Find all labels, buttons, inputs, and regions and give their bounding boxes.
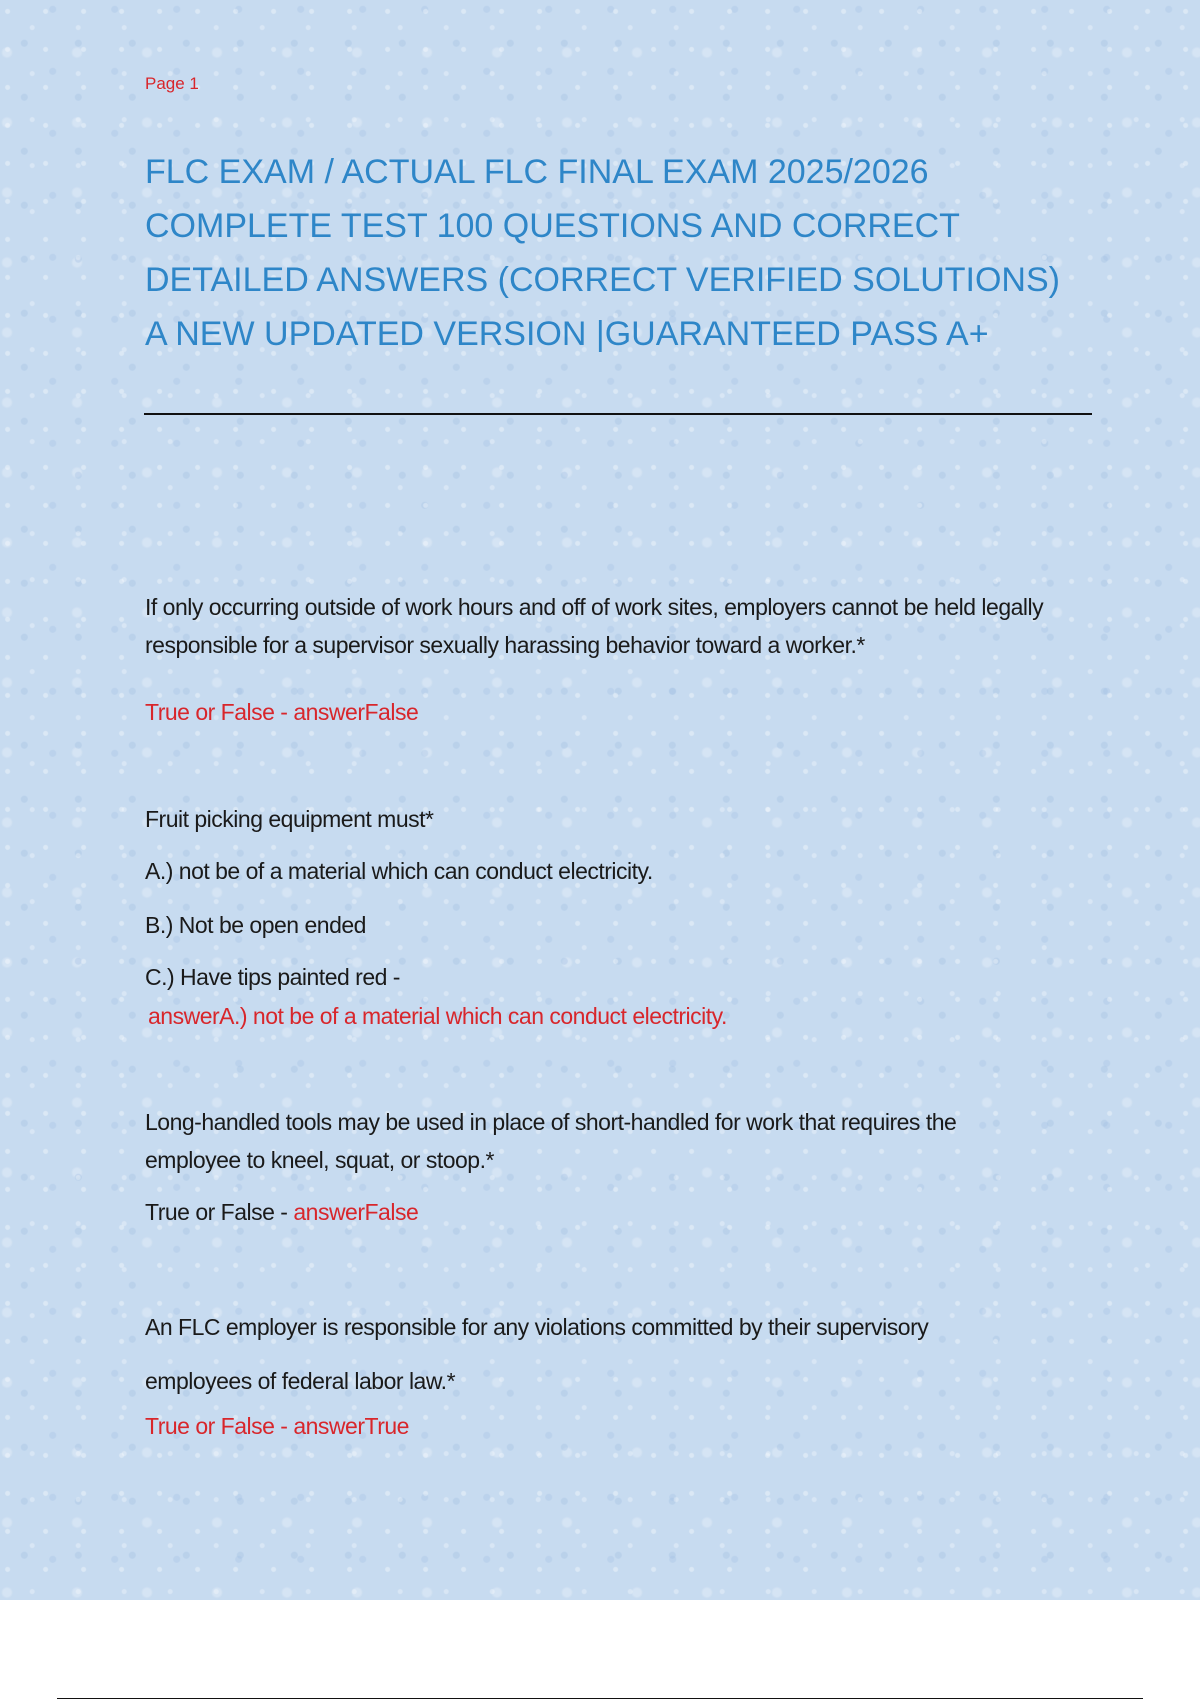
question-3-prompt: True or False - bbox=[145, 1199, 294, 1225]
question-2-option-a: A.) not be of a material which can conduct electricity. bbox=[145, 858, 653, 884]
title-underline bbox=[144, 413, 1092, 415]
question-3-answer: answerFalse bbox=[293, 1199, 419, 1225]
question-1-answer: True or False - answerFalse bbox=[145, 699, 419, 725]
question-4-text: An FLC employer is responsible for any violations committed by their supervisory employees of federal labor law.* bbox=[145, 1314, 929, 1394]
question-2-text: Fruit picking equipment must* bbox=[145, 806, 434, 832]
question-2-option-c: C.) Have tips painted red - bbox=[145, 964, 400, 990]
question-2-answer: answerA.) not be of a material which can conduct electricity. bbox=[148, 1003, 727, 1029]
question-4-answer: True or False - answerTrue bbox=[145, 1413, 409, 1439]
footer-rule bbox=[57, 1698, 1143, 1699]
page-number: Page 1 bbox=[145, 74, 199, 93]
document-title: FLC EXAM / ACTUAL FLC FINAL EXAM 2025/2026 COMPLETE TEST 100 QUESTIONS AND CORRECT DETAILED ANSWERS (CORRECT VERIFIED SOLUTIONS) A NEW UPDATED VERSION |GUARANTEED PASS A+ bbox=[145, 153, 1060, 353]
question-1-text: If only occurring outside of work hours and off of work sites, employers cannot be held legally responsible for a supervisor sexually harassing behavior toward a worker.* bbox=[145, 594, 1044, 658]
question-3-answer-line bbox=[145, 1193, 1095, 1231]
question-3-text: Long-handled tools may be used in place of short-handled for work that requires the employee to kneel, squat, or stoop.* bbox=[145, 1109, 957, 1173]
question-2-option-b: B.) Not be open ended bbox=[145, 912, 366, 938]
